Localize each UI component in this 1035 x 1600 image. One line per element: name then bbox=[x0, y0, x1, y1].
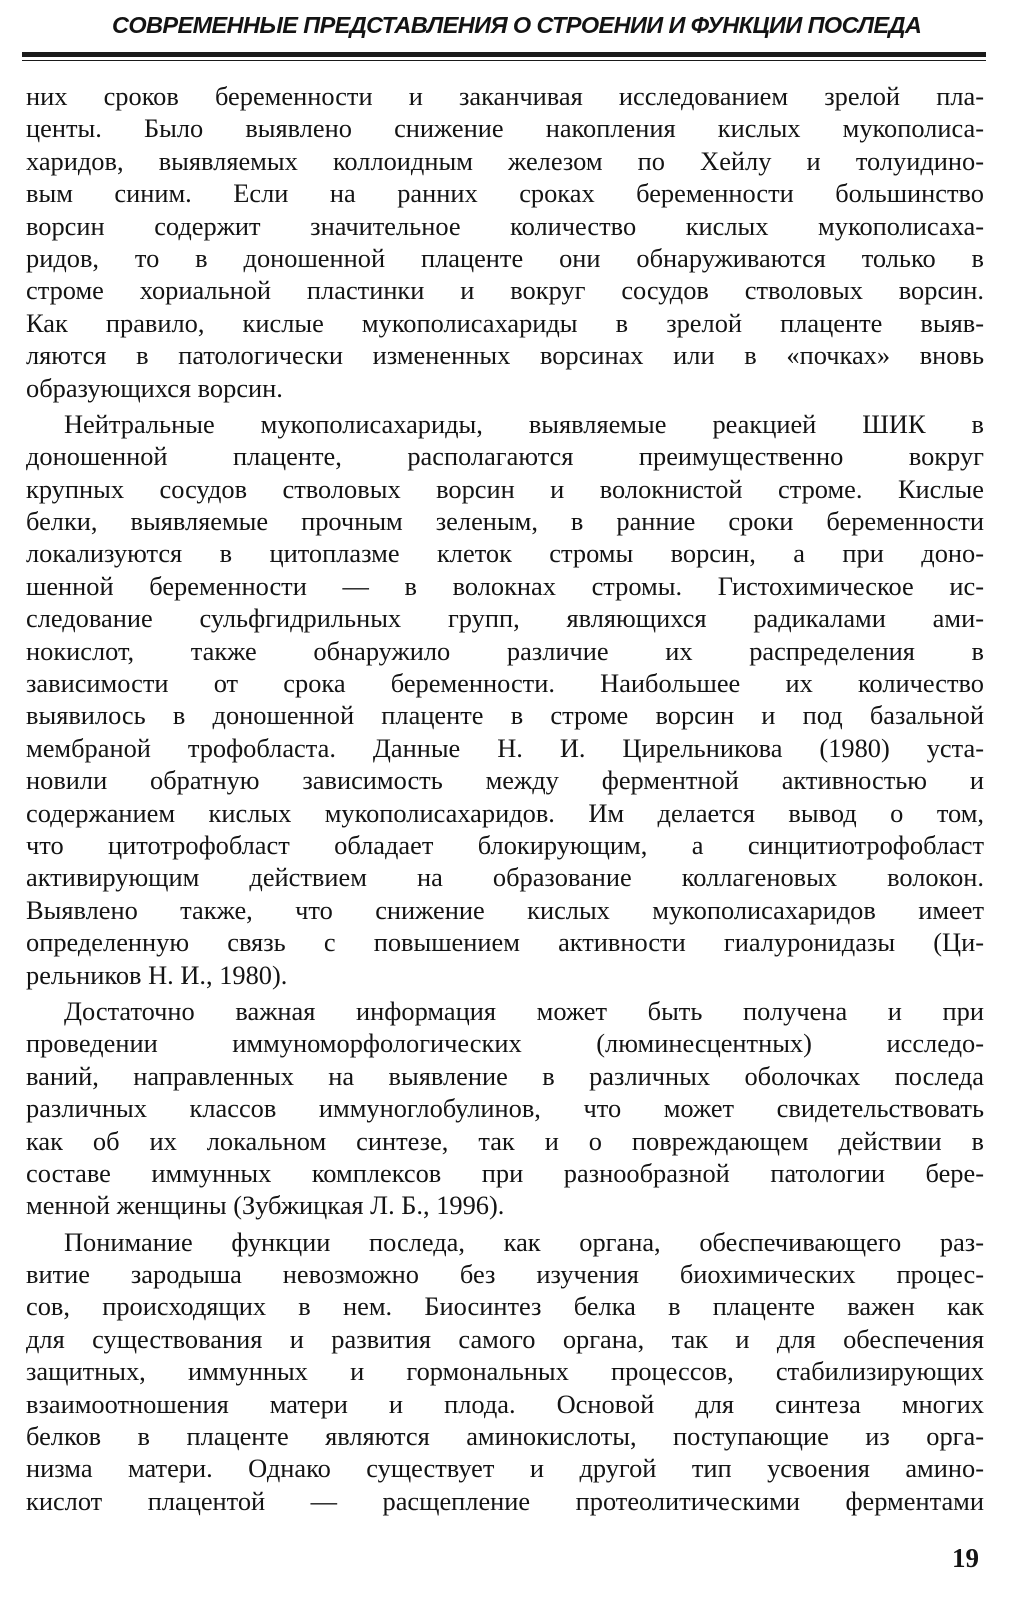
text-line: рельников Н. И., 1980). bbox=[26, 959, 288, 990]
body-text bbox=[26, 80, 984, 1517]
text-line: низма матери. Однако существует и другой тип усвоения амино- bbox=[26, 1453, 984, 1484]
text-line: различных классов иммуноглобулинов, что может свидетельствовать bbox=[26, 1093, 984, 1124]
paragraph bbox=[26, 408, 984, 991]
text-line: защитных, иммунных и гормональных процессов, стабилизирующих bbox=[26, 1356, 984, 1387]
text-line: белков в плаценте являются аминокислоты, поступающие из орга- bbox=[26, 1421, 984, 1452]
text-line: выявилось в доношенной плаценте в строме ворсин и под базальной bbox=[26, 700, 984, 731]
header-rule-thin bbox=[22, 60, 986, 61]
paragraph bbox=[26, 80, 984, 404]
text-line: ворсин содержит значительное количество кислых мукополисаха- bbox=[26, 210, 984, 241]
text-line: нокислот, также обнаружило различие их распределения в bbox=[26, 635, 984, 666]
text-line: активирующим действием на образование коллагеновых волокон. bbox=[26, 862, 984, 893]
text-line: локализуются в цитоплазме клеток стромы ворсин, а при доно- bbox=[26, 538, 984, 569]
text-line: харидов, выявляемых коллоидным железом по Хейлу и толуидино- bbox=[26, 145, 984, 176]
text-line: Понимание функции последа, как органа, обеспечивающего раз- bbox=[64, 1226, 984, 1257]
text-line: крупных сосудов стволовых ворсин и волокнистой строме. Кислые bbox=[26, 473, 984, 504]
text-line: доношенной плаценте, располагаются преимущественно вокруг bbox=[26, 441, 984, 472]
text-line: ридов, то в доношенной плаценте они обнаруживаются только в bbox=[26, 242, 984, 273]
text-line: новили обратную зависимость между ферментной активностью и bbox=[26, 765, 984, 796]
text-line: составе иммунных комплексов при разнообразной патологии бере- bbox=[26, 1157, 984, 1188]
text-line: белки, выявляемые прочным зеленым, в ранние сроки беременности bbox=[26, 506, 984, 537]
running-head: СОВРЕМЕННЫЕ ПРЕДСТАВЛЕНИЯ О СТРОЕНИИ И ФУНКЦИИ ПОСЛЕДА bbox=[112, 12, 922, 38]
text-line: Выявлено также, что снижение кислых мукополисахаридов имеет bbox=[26, 894, 984, 925]
text-line: строме хориальной пластинки и вокруг сосудов стволовых ворсин. bbox=[26, 275, 984, 306]
text-line: следование сульфгидрильных групп, являющихся радикалами ами- bbox=[26, 603, 984, 634]
text-line: образующихся ворсин. bbox=[26, 372, 283, 403]
text-line: как об их локальном синтезе, так и о повреждающем действии в bbox=[26, 1125, 984, 1156]
text-line: содержанием кислых мукополисахаридов. Им делается вывод о том, bbox=[26, 797, 984, 828]
text-line: определенную связь с повышением активности гиалуронидазы (Ци- bbox=[26, 927, 984, 958]
text-line: Достаточно важная информация может быть получена и при bbox=[64, 995, 984, 1026]
text-line: сов, происходящих в нем. Биосинтез белка в плаценте важен как bbox=[26, 1291, 984, 1322]
text-line: менной женщины (Зубжицкая Л. Б., 1996). bbox=[26, 1190, 505, 1221]
header-rule bbox=[22, 52, 986, 57]
text-line: вым синим. Если на ранних сроках беременности большинство bbox=[26, 178, 984, 209]
text-line: центы. Было выявлено снижение накопления кислых мукополиса- bbox=[26, 113, 984, 144]
text-line: проведении иммуноморфологических (люминесцентных) исследо- bbox=[26, 1028, 984, 1059]
page-number: 19 bbox=[952, 1543, 979, 1573]
text-line: ляются в патологически измененных ворсинах или в «почках» вновь bbox=[26, 340, 984, 371]
text-line: Нейтральные мукополисахариды, выявляемые реакцией ШИК в bbox=[64, 408, 984, 439]
text-line: них сроков беременности и заканчивая исследованием зрелой пла- bbox=[26, 81, 984, 111]
text-line: что цитотрофобласт обладает блокирующим, а синцитиотрофобласт bbox=[26, 829, 984, 860]
text-line: взаимоотношения матери и плода. Основой для синтеза многих bbox=[26, 1388, 984, 1419]
text-line: ваний, направленных на выявление в различных оболочках последа bbox=[26, 1060, 984, 1091]
text-line: Как правило, кислые мукополисахариды в зрелой плаценте выяв- bbox=[26, 307, 984, 338]
text-line: мембраной трофобласта. Данные Н. И. Цирельникова (1980) уста- bbox=[26, 732, 984, 763]
paragraph bbox=[26, 995, 984, 1222]
text-line: витие зародыша невозможно без изучения биохимических процес- bbox=[26, 1259, 984, 1290]
text-line: кислот плацентой — расщепление протеолитическими ферментами bbox=[26, 1485, 984, 1516]
text-line: для существования и развития самого органа, так и для обеспечения bbox=[26, 1323, 984, 1354]
text-line: зависимости от срока беременности. Наибольшее их количество bbox=[26, 668, 984, 699]
paragraph bbox=[26, 1226, 984, 1518]
text-line: шенной беременности — в волокнах стромы. Гистохимическое ис- bbox=[26, 570, 984, 601]
